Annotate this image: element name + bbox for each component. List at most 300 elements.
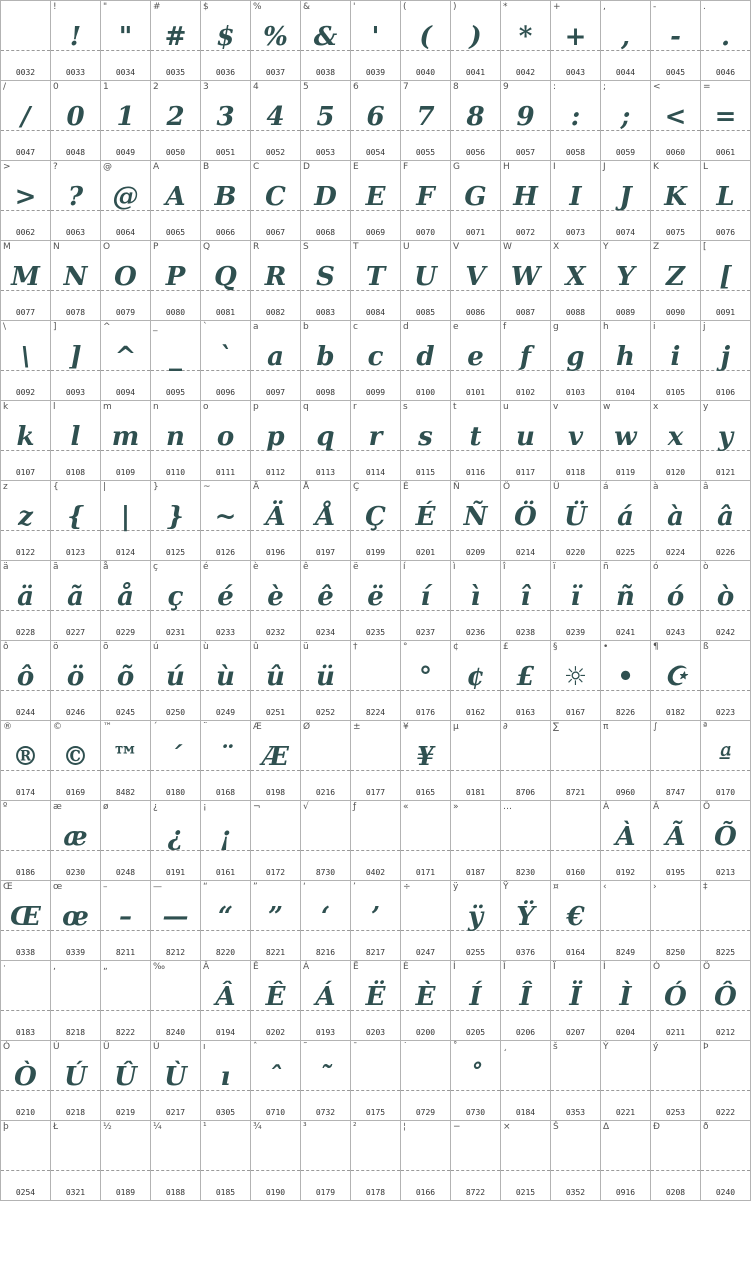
character-code: 0085	[415, 308, 436, 317]
glyph-sample: Œ	[10, 902, 41, 932]
glyph-sample: v	[567, 422, 584, 452]
glyph-cell	[501, 161, 551, 241]
character-code: 0245	[115, 708, 136, 717]
glyph-sample: ü	[316, 662, 335, 692]
character-label: ñ	[603, 562, 609, 572]
character-label: ö	[53, 642, 59, 652]
glyph-cell	[351, 321, 401, 401]
character-code: 0058	[565, 148, 586, 157]
glyph-cell	[301, 1121, 351, 1201]
glyph-cell	[501, 241, 551, 321]
character-label: Á	[303, 962, 310, 972]
glyph-sample: (	[419, 22, 432, 52]
character-label: b	[303, 322, 309, 332]
character-label: „	[103, 962, 108, 972]
glyph-cell	[151, 1121, 201, 1201]
character-code: 0101	[465, 388, 486, 397]
character-code: 0207	[565, 1028, 586, 1037]
character-code: 0059	[615, 148, 636, 157]
character-code: 0254	[15, 1188, 36, 1197]
character-label: Ê	[253, 962, 259, 972]
glyph-cell	[201, 1041, 251, 1121]
glyph-sample: p	[266, 422, 285, 452]
glyph-sample: N	[63, 262, 88, 292]
glyph-sample: Î	[519, 982, 532, 1012]
glyph-sample	[351, 741, 400, 773]
character-code: 0067	[265, 228, 286, 237]
glyph-cell	[251, 321, 301, 401]
glyph-sample: q	[316, 422, 335, 452]
character-code: 0183	[15, 1028, 36, 1037]
character-code: 0121	[715, 468, 736, 477]
character-code: 0122	[15, 548, 36, 557]
character-label: 9	[503, 82, 509, 92]
glyph-cell	[151, 81, 201, 161]
character-code: 0164	[565, 948, 586, 957]
glyph-sample	[351, 1061, 400, 1093]
character-code: 0242	[715, 628, 736, 637]
character-label: ì	[453, 562, 456, 572]
glyph-cell	[301, 561, 351, 641]
glyph-sample	[301, 741, 350, 773]
glyph-sample: 3	[216, 102, 235, 132]
glyph-sample: +	[564, 22, 587, 52]
glyph-sample	[451, 741, 500, 773]
glyph-sample	[1, 821, 50, 853]
character-label: Ó	[653, 962, 661, 972]
character-code: 0234	[315, 628, 336, 637]
glyph-sample: L	[716, 182, 735, 212]
glyph-cell	[401, 641, 451, 721]
glyph-cell	[51, 161, 101, 241]
character-code: 0053	[315, 148, 336, 157]
character-label: ô	[3, 642, 9, 652]
glyph-cell	[601, 721, 651, 801]
character-label: p	[253, 402, 259, 412]
character-label: 8	[453, 82, 459, 92]
character-code: 0730	[465, 1108, 486, 1117]
character-code: 0073	[565, 228, 586, 237]
character-label: Š	[553, 1122, 559, 1132]
character-label: M	[3, 242, 11, 252]
character-code: 8222	[115, 1028, 136, 1037]
glyph-cell	[551, 481, 601, 561]
character-code: 0230	[65, 868, 86, 877]
character-code: 0250	[165, 708, 186, 717]
character-label: ”	[253, 882, 258, 892]
glyph-sample: ú	[166, 662, 185, 692]
character-label: ¿	[153, 802, 158, 812]
glyph-sample: ©	[62, 742, 89, 772]
character-code: 0052	[265, 148, 286, 157]
glyph-cell	[351, 801, 401, 881]
character-label: d	[403, 322, 409, 332]
character-label: $	[203, 2, 209, 12]
glyph-sample: •	[617, 662, 634, 692]
character-code: 0094	[115, 388, 136, 397]
glyph-sample	[51, 1141, 100, 1173]
character-label: ¢	[453, 642, 459, 652]
character-label: Î	[503, 962, 506, 972]
character-code: 0214	[515, 548, 536, 557]
glyph-cell	[501, 481, 551, 561]
character-code: 0064	[115, 228, 136, 237]
glyph-cell	[301, 881, 351, 961]
character-label: f	[503, 322, 507, 332]
character-label: “	[203, 882, 208, 892]
glyph-sample: Ó	[664, 982, 687, 1012]
character-label: ý	[653, 1042, 659, 1052]
glyph-cell	[51, 1121, 101, 1201]
character-code: 0253	[665, 1108, 686, 1117]
glyph-cell	[201, 321, 251, 401]
character-label: 0	[53, 82, 59, 92]
glyph-cell	[1, 1041, 51, 1121]
character-label: @	[103, 162, 112, 172]
glyph-cell	[501, 81, 551, 161]
glyph-cell	[351, 561, 401, 641]
glyph-cell	[1, 881, 51, 961]
character-label: »	[453, 802, 459, 812]
character-label: ·	[3, 962, 6, 972]
character-code: 8226	[615, 708, 636, 717]
character-code: 0208	[665, 1188, 686, 1197]
character-code: 0210	[15, 1108, 36, 1117]
character-label: †	[353, 642, 358, 652]
character-code: 0091	[715, 308, 736, 317]
character-label: ?	[53, 162, 58, 172]
glyph-sample: k	[16, 422, 35, 452]
character-label: •	[603, 642, 609, 652]
character-label: 7	[403, 82, 409, 92]
glyph-sample: :	[570, 102, 581, 132]
character-code: 0099	[365, 388, 386, 397]
glyph-sample	[701, 1141, 750, 1173]
character-label: <	[653, 82, 661, 92]
glyph-sample: ¢	[466, 662, 485, 692]
character-code: 0181	[465, 788, 486, 797]
glyph-cell	[651, 561, 701, 641]
glyph-sample	[351, 661, 400, 693]
character-label: y	[703, 402, 709, 412]
glyph-cell	[401, 81, 451, 161]
character-label: ç	[153, 562, 158, 572]
glyph-cell	[101, 401, 151, 481]
glyph-sample: ö	[66, 662, 85, 692]
glyph-sample: Ç	[365, 502, 386, 532]
glyph-cell	[401, 1121, 451, 1201]
character-code: 8212	[165, 948, 186, 957]
character-code: 0196	[265, 548, 286, 557]
glyph-cell	[651, 1121, 701, 1201]
glyph-cell	[501, 401, 551, 481]
glyph-cell	[601, 321, 651, 401]
character-code: 0113	[315, 468, 336, 477]
glyph-cell	[51, 961, 101, 1041]
glyph-cell	[201, 1, 251, 81]
glyph-cell	[101, 161, 151, 241]
glyph-cell	[201, 401, 251, 481]
character-code: 0732	[315, 1108, 336, 1117]
glyph-cell	[551, 241, 601, 321]
glyph-sample: E	[365, 182, 386, 212]
character-code: 8211	[115, 948, 136, 957]
character-label: .	[703, 2, 706, 12]
glyph-cell	[651, 161, 701, 241]
glyph-sample: -	[670, 22, 681, 52]
character-label: Ø	[303, 722, 311, 732]
glyph-cell	[451, 1121, 501, 1201]
character-code: 0190	[265, 1188, 286, 1197]
character-code: 8218	[65, 1028, 86, 1037]
character-label: ¸	[503, 1042, 508, 1052]
character-code: 0916	[615, 1188, 636, 1197]
character-label: è	[253, 562, 259, 572]
glyph-sample: Ï	[569, 982, 582, 1012]
character-label: Ç	[353, 482, 360, 492]
character-label: å	[103, 562, 109, 572]
character-label: F	[403, 162, 409, 172]
character-code: 0338	[15, 948, 36, 957]
glyph-sample	[601, 1141, 650, 1173]
glyph-sample	[701, 1061, 750, 1093]
character-code: 0081	[215, 308, 236, 317]
glyph-sample: œ	[62, 902, 89, 932]
glyph-sample: 1	[116, 102, 135, 132]
glyph-sample: }	[167, 502, 184, 532]
character-code: 8706	[515, 788, 536, 797]
character-code: 0060	[665, 148, 686, 157]
glyph-sample: T	[365, 262, 386, 292]
character-label: Â	[203, 962, 210, 972]
glyph-sample: Ú	[64, 1062, 87, 1092]
character-code: 0352	[565, 1188, 586, 1197]
character-code: 0056	[465, 148, 486, 157]
glyph-cell	[151, 241, 201, 321]
glyph-cell	[551, 801, 601, 881]
glyph-cell	[201, 961, 251, 1041]
character-code: 0212	[715, 1028, 736, 1037]
glyph-sample: ı	[220, 1062, 231, 1092]
character-label: æ	[53, 802, 62, 812]
glyph-sample: °	[419, 662, 432, 692]
glyph-cell	[301, 481, 351, 561]
glyph-cell	[301, 1041, 351, 1121]
character-label: í	[403, 562, 406, 572]
glyph-sample: b	[316, 342, 335, 372]
glyph-sample: ä	[17, 582, 34, 612]
character-label: H	[503, 162, 510, 172]
character-label: =	[703, 82, 711, 92]
character-label: g	[553, 322, 559, 332]
character-code: 0229	[115, 628, 136, 637]
character-label: J	[603, 162, 606, 172]
glyph-sample: r	[368, 422, 383, 452]
character-label: ;	[603, 82, 607, 92]
character-label: ~	[203, 482, 211, 492]
character-code: 0106	[715, 388, 736, 397]
glyph-cell	[401, 161, 451, 241]
glyph-cell	[1, 721, 51, 801]
character-label: ˙	[403, 1042, 408, 1052]
glyph-sample	[401, 821, 450, 853]
character-code: 8221	[265, 948, 286, 957]
character-code: 0044	[615, 68, 636, 77]
glyph-sample	[501, 1141, 550, 1173]
character-code: 0041	[465, 68, 486, 77]
glyph-cell	[301, 961, 351, 1041]
glyph-sample	[551, 821, 600, 853]
character-label: ı	[203, 1042, 206, 1052]
glyph-sample: €	[566, 902, 585, 932]
glyph-cell	[651, 481, 701, 561]
character-label: Ü	[553, 482, 560, 492]
character-code: 0217	[165, 1108, 186, 1117]
character-label: ,	[603, 2, 606, 12]
character-label: ê	[303, 562, 309, 572]
glyph-cell	[501, 961, 551, 1041]
glyph-sample: ¿	[167, 822, 184, 852]
character-label: +	[553, 2, 561, 12]
glyph-sample: Ü	[564, 502, 587, 532]
glyph-cell	[251, 241, 301, 321]
character-label: –	[103, 882, 108, 892]
character-label: v	[553, 402, 559, 412]
character-label: ^	[103, 322, 111, 332]
character-code: 0049	[115, 148, 136, 157]
character-code: 0068	[315, 228, 336, 237]
character-code: 0194	[215, 1028, 236, 1037]
glyph-sample	[401, 1141, 450, 1173]
glyph-cell	[1, 241, 51, 321]
glyph-sample: @	[112, 182, 139, 212]
glyph-cell	[101, 241, 151, 321]
glyph-cell	[451, 721, 501, 801]
glyph-cell	[101, 321, 151, 401]
character-label: ˜	[303, 1042, 308, 1052]
character-label: O	[103, 242, 111, 252]
character-code: 0218	[65, 1108, 86, 1117]
character-code: 0166	[415, 1188, 436, 1197]
character-label: π	[603, 722, 609, 732]
glyph-cell	[451, 241, 501, 321]
character-label: õ	[103, 642, 109, 652]
glyph-cell	[151, 561, 201, 641]
glyph-sample	[651, 901, 700, 933]
glyph-cell	[251, 641, 301, 721]
character-code: 0163	[515, 708, 536, 717]
glyph-sample: ÿ	[467, 902, 484, 932]
glyph-cell	[701, 1121, 751, 1201]
character-code: 0075	[665, 228, 686, 237]
glyph-cell	[451, 81, 501, 161]
character-code: 0070	[415, 228, 436, 237]
character-code: 0235	[365, 628, 386, 637]
glyph-cell	[101, 721, 151, 801]
glyph-sample: à	[667, 502, 684, 532]
glyph-sample: Ñ	[463, 502, 488, 532]
character-label: ‰	[153, 962, 166, 972]
glyph-cell	[451, 1041, 501, 1121]
glyph-sample	[651, 1061, 700, 1093]
glyph-sample: ~	[214, 502, 237, 532]
glyph-sample: ?	[67, 182, 84, 212]
character-code: 0118	[565, 468, 586, 477]
glyph-cell	[101, 1041, 151, 1121]
character-label: ˚	[453, 1042, 458, 1052]
glyph-cell	[601, 801, 651, 881]
glyph-sample: Ë	[365, 982, 386, 1012]
glyph-cell	[401, 321, 451, 401]
character-label: √	[303, 802, 309, 812]
character-code: 0036	[215, 68, 236, 77]
glyph-cell	[401, 881, 451, 961]
character-label: œ	[53, 882, 63, 892]
character-label: ˆ	[253, 1042, 258, 1052]
character-code: 0063	[65, 228, 86, 237]
glyph-cell	[51, 81, 101, 161]
character-code: 0215	[515, 1188, 536, 1197]
character-label: S	[303, 242, 309, 252]
glyph-cell	[151, 801, 201, 881]
glyph-cell	[601, 401, 651, 481]
glyph-cell	[201, 481, 251, 561]
glyph-sample: û	[266, 662, 285, 692]
glyph-cell	[451, 1, 501, 81]
character-code: 0211	[665, 1028, 686, 1037]
glyph-cell	[501, 801, 551, 881]
character-code: 0125	[165, 548, 186, 557]
glyph-sample: ™	[112, 742, 139, 772]
character-code: 0175	[365, 1108, 386, 1117]
glyph-sample: ˜	[319, 1062, 332, 1092]
character-label: ÿ	[453, 882, 459, 892]
character-label: Ï	[553, 962, 556, 972]
character-code: 8721	[565, 788, 586, 797]
glyph-cell	[1, 481, 51, 561]
character-label: à	[653, 482, 659, 492]
character-code: 0321	[65, 1188, 86, 1197]
glyph-sample: g	[566, 342, 585, 372]
character-label: &	[303, 2, 311, 12]
glyph-sample: *	[518, 22, 533, 52]
glyph-cell	[651, 401, 701, 481]
character-code: 0236	[465, 628, 486, 637]
glyph-cell	[351, 961, 401, 1041]
character-label: ë	[353, 562, 359, 572]
character-label: m	[103, 402, 112, 412]
glyph-sample	[601, 901, 650, 933]
character-label: Ð	[653, 1122, 660, 1132]
glyph-sample	[451, 821, 500, 853]
glyph-cell	[201, 721, 251, 801]
glyph-sample	[551, 1141, 600, 1173]
character-label: T	[353, 242, 359, 252]
glyph-cell	[401, 241, 451, 321]
character-code: 0248	[115, 868, 136, 877]
character-label: A	[153, 162, 160, 172]
character-label: ³	[303, 1122, 307, 1132]
glyph-sample: i	[670, 342, 681, 372]
character-label: ‡	[703, 882, 708, 892]
character-code: 0192	[615, 868, 636, 877]
glyph-sample: s	[418, 422, 433, 452]
character-code: 0231	[165, 628, 186, 637]
character-code: 0119	[615, 468, 636, 477]
glyph-cell	[351, 1041, 401, 1121]
glyph-cell	[601, 641, 651, 721]
glyph-cell	[251, 801, 301, 881]
